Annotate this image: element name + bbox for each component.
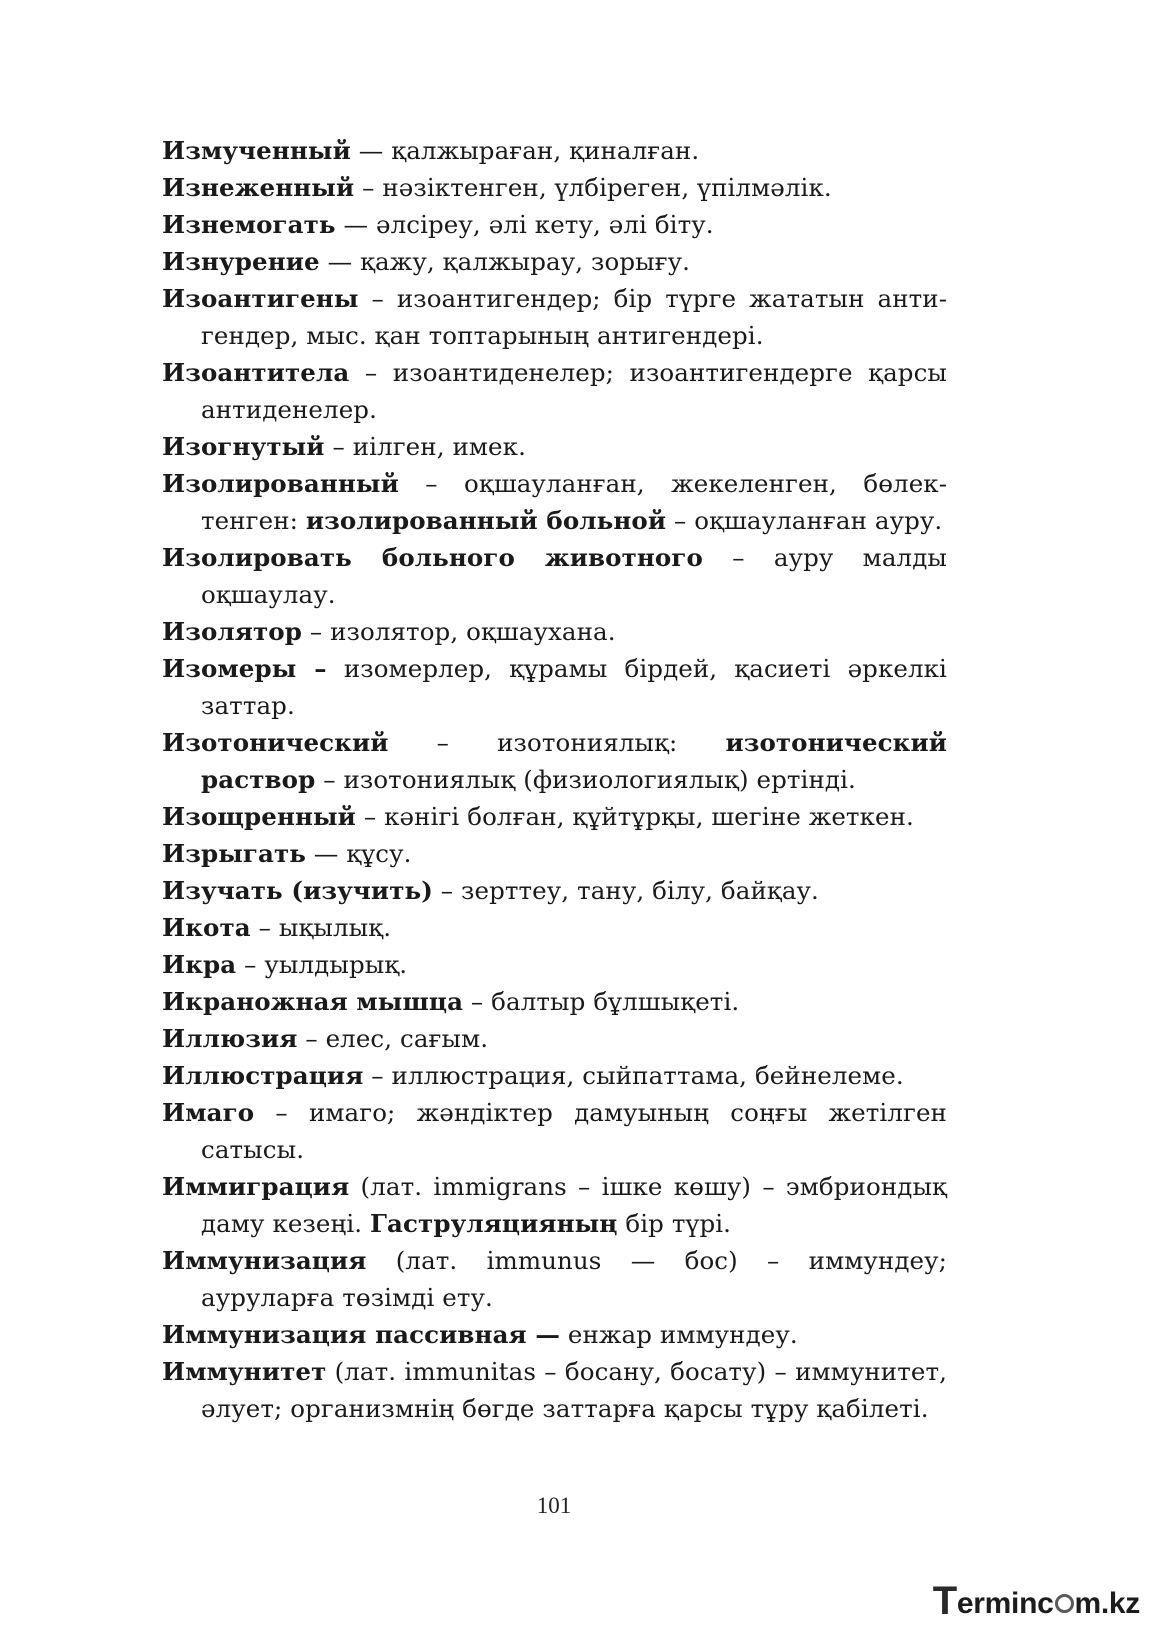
entry-definition: енжар иммундеу. bbox=[559, 1320, 798, 1349]
dictionary-entry bbox=[162, 872, 947, 909]
entry-term: Изрыгать bbox=[162, 839, 306, 868]
dictionary-entry bbox=[162, 835, 947, 872]
entry-definition: – зерттеу, тану, білу, байқау. bbox=[432, 876, 819, 905]
dictionary-entry bbox=[162, 1168, 947, 1242]
dictionary-entry bbox=[162, 1020, 947, 1057]
entry-term: Измученный bbox=[162, 136, 351, 165]
entry-term: Икра bbox=[162, 950, 237, 979]
dictionary-page bbox=[162, 132, 947, 1427]
dictionary-entry bbox=[162, 1316, 947, 1353]
entry-term: Изотонический bbox=[162, 728, 389, 757]
termincom-logo bbox=[933, 1581, 1140, 1621]
entry-definition: – елес, сағым. bbox=[297, 1024, 489, 1053]
entry-term: Изнурение bbox=[162, 247, 320, 276]
entry-term: Иммунитет bbox=[162, 1357, 327, 1386]
entry-term: изотонический раствор bbox=[201, 728, 947, 794]
logo-text-start: erminc bbox=[956, 1587, 1054, 1620]
entry-term: Изогнутый bbox=[162, 432, 325, 461]
entry-definition: – иілген, имек. bbox=[324, 432, 526, 461]
entry-definition: — әлсіреу, әлі кету, әлі біту. bbox=[335, 210, 714, 239]
dictionary-entry bbox=[162, 798, 947, 835]
entry-definition: – изотониялық: bbox=[388, 728, 726, 757]
entry-definition: — құсу. bbox=[305, 839, 412, 868]
dictionary-entry bbox=[162, 650, 947, 724]
dictionary-entry bbox=[162, 132, 947, 169]
entry-definition: – балтыр бұлшықеті. bbox=[463, 987, 740, 1016]
dictionary-entry bbox=[162, 983, 947, 1020]
entry-definition: – изотониялық (физиологиялық) ертінді. bbox=[315, 765, 856, 794]
entry-term: Изоантитела bbox=[162, 358, 350, 387]
entry-definition: – уылдырық. bbox=[236, 950, 408, 979]
entry-term: Изощренный bbox=[162, 802, 356, 831]
entry-term: Изнемогать bbox=[162, 210, 336, 239]
entry-term: изолированный больной bbox=[305, 506, 667, 535]
dictionary-entry bbox=[162, 946, 947, 983]
entry-definition: – изоантиденелер; изоантигендерге қарсы антиденелер. bbox=[201, 358, 947, 424]
dictionary-entry bbox=[162, 206, 947, 243]
entry-term: Изомеры – bbox=[162, 654, 327, 683]
entry-definition: изомерлер, құрамы бірдей, қасиеті әркелкі заттар. bbox=[201, 654, 947, 720]
entry-term: Изолятор bbox=[162, 617, 302, 646]
entry-list bbox=[162, 132, 947, 1427]
entry-definition: (лат. immunitas – босану, босату) – иммунитет, әлует; организмнің бөгде заттарға қарсы тұру қабілеті. bbox=[201, 1357, 947, 1423]
dictionary-entry bbox=[162, 613, 947, 650]
entry-term: Изучать (изучить) bbox=[162, 876, 433, 905]
dictionary-entry bbox=[162, 243, 947, 280]
entry-term: Икраножная мышца bbox=[162, 987, 464, 1016]
entry-definition: (лат. immigrans – ішке көшу) – эмбриондық даму кезеңі. bbox=[201, 1172, 947, 1238]
entry-term: Иммунизация пассивная — bbox=[162, 1320, 560, 1349]
entry-term: Иллюзия bbox=[162, 1024, 298, 1053]
entry-definition: (лат. immunus — бос) – иммундеу; ауруларға төзімді ету. bbox=[201, 1246, 947, 1312]
entry-term: Имаго bbox=[162, 1098, 255, 1127]
entry-definition: – изоантигендер; бір түрге жататын антигендер, мыс. қан топтарының антигендері. bbox=[201, 284, 947, 350]
dictionary-entry bbox=[162, 354, 947, 428]
entry-definition: – ауру малды оқшаулау. bbox=[201, 543, 947, 609]
entry-definition: – оқшауланған ауру. bbox=[666, 506, 943, 535]
page-number: 101 bbox=[536, 1493, 572, 1518]
entry-definition: — қалжыраған, қиналған. bbox=[350, 136, 700, 165]
entry-definition: – имаго; жәндіктер дамуының соңғы жетілген сатысы. bbox=[201, 1098, 947, 1164]
dictionary-entry bbox=[162, 169, 947, 206]
entry-definition: – изолятор, оқшаухана. bbox=[301, 617, 616, 646]
entry-term: Изнеженный bbox=[162, 173, 355, 202]
entry-term: Изолированный bbox=[162, 469, 399, 498]
magnifier-icon bbox=[1054, 1587, 1075, 1621]
entry-definition: – нәзіктенген, үлбіреген, үпілмәлік. bbox=[354, 173, 832, 202]
dictionary-entry bbox=[162, 1242, 947, 1316]
entry-definition: – кәнігі болған, құйтұрқы, шегіне жеткен. bbox=[355, 802, 914, 831]
logo-text-end: m.kz bbox=[1074, 1587, 1140, 1620]
dictionary-entry bbox=[162, 539, 947, 613]
entry-definition: – ықылық. bbox=[250, 913, 392, 942]
dictionary-entry bbox=[162, 428, 947, 465]
logo-letter-t: T bbox=[932, 1579, 957, 1623]
entry-definition: – иллюстрация, сыйпаттама, бейнелеме. bbox=[363, 1061, 904, 1090]
entry-definition: — қажу, қалжырау, зорығу. bbox=[319, 247, 691, 276]
dictionary-entry bbox=[162, 1353, 947, 1427]
entry-definition: бір түрі. bbox=[617, 1209, 732, 1238]
dictionary-entry bbox=[162, 909, 947, 946]
dictionary-entry bbox=[162, 724, 947, 798]
dictionary-entry bbox=[162, 1057, 947, 1094]
entry-term: Гаструляцияның bbox=[370, 1209, 618, 1238]
dictionary-entry bbox=[162, 280, 947, 354]
dictionary-entry bbox=[162, 465, 947, 539]
entry-term: Иллюстрация bbox=[162, 1061, 364, 1090]
entry-term: Изолировать больного животного bbox=[162, 543, 703, 572]
entry-term: Изоантигены bbox=[162, 284, 359, 313]
dictionary-entry bbox=[162, 1094, 947, 1168]
entry-term: Иммиграция bbox=[162, 1172, 350, 1201]
entry-term: Иммунизация bbox=[162, 1246, 367, 1275]
entry-term: Икота bbox=[162, 913, 251, 942]
entry-definition: – оқшауланған, жекеленген, бөлектенген: bbox=[201, 469, 947, 535]
